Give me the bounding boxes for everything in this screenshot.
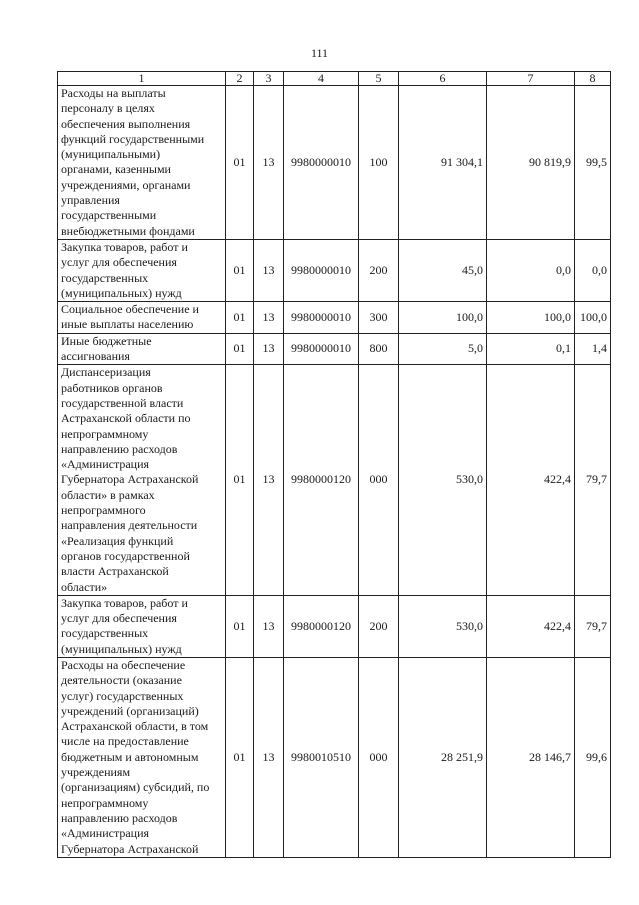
expense-type-code: 800 (359, 333, 399, 365)
planned-amount: 45,0 (399, 239, 487, 301)
planned-amount: 530,0 (399, 365, 487, 595)
planned-amount: 91 304,1 (399, 86, 487, 240)
execution-percent: 100,0 (575, 302, 611, 334)
section-code: 01 (226, 595, 254, 657)
row-description: Закупка товаров, работ и услуг для обеспечения государственных (муниципальных) нужд (58, 595, 226, 657)
header-cell-8: 8 (575, 72, 611, 86)
header-cell-5: 5 (359, 72, 399, 86)
table-row (58, 302, 611, 334)
actual-amount: 422,4 (487, 595, 575, 657)
target-article-code: 9980000120 (284, 595, 359, 657)
table-row (58, 86, 611, 240)
expense-type-code: 300 (359, 302, 399, 334)
execution-percent: 0,0 (575, 239, 611, 301)
subsection-code: 13 (254, 595, 284, 657)
header-row (58, 72, 611, 86)
row-description: Расходы на выплаты персоналу в целях обеспечения выполнения функций государственными (муниципальными) органами, казенными учреждениями, органами управления государственными внебюджетными фондами (58, 86, 226, 240)
header-cell-3: 3 (254, 72, 284, 86)
expense-type-code: 000 (359, 365, 399, 595)
actual-amount: 90 819,9 (487, 86, 575, 240)
header-cell-6: 6 (399, 72, 487, 86)
execution-percent: 1,4 (575, 333, 611, 365)
target-article-code: 9980010510 (284, 657, 359, 857)
row-description: Расходы на обеспечение деятельности (оказание услуг) государственных учреждений (организаций) Астраханской области, в том числе на предоставление бюджетным и автономным учреждениям (организациям) субсидий, по непрограммному направлению расходов «Администрация Губернатора Астраханской (58, 657, 226, 857)
header-cell-7: 7 (487, 72, 575, 86)
expense-type-code: 200 (359, 595, 399, 657)
planned-amount: 530,0 (399, 595, 487, 657)
page-number: 111 (310, 46, 329, 60)
section-code: 01 (226, 365, 254, 595)
table-row (58, 595, 611, 657)
header-cell-2: 2 (226, 72, 254, 86)
subsection-code: 13 (254, 239, 284, 301)
planned-amount: 28 251,9 (399, 657, 487, 857)
subsection-code: 13 (254, 333, 284, 365)
budget-table (57, 71, 611, 858)
target-article-code: 9980000120 (284, 365, 359, 595)
subsection-code: 13 (254, 657, 284, 857)
row-description: Социальное обеспечение и иные выплаты населению (58, 302, 226, 334)
expense-type-code: 200 (359, 239, 399, 301)
row-description: Диспансеризация работников органов государственной власти Астраханской области по непрограммному направлению расходов «Администрация Губернатора Астраханской области» в рамках непрограммного направления деятельности «Реализация функций органов государственной власти Астраханской области» (58, 365, 226, 595)
actual-amount: 28 146,7 (487, 657, 575, 857)
subsection-code: 13 (254, 86, 284, 240)
target-article-code: 9980000010 (284, 302, 359, 334)
row-description: Закупка товаров, работ и услуг для обеспечения государственных (муниципальных) нужд (58, 239, 226, 301)
header-cell-4: 4 (284, 72, 359, 86)
actual-amount: 0,0 (487, 239, 575, 301)
target-article-code: 9980000010 (284, 86, 359, 240)
section-code: 01 (226, 657, 254, 857)
target-article-code: 9980000010 (284, 239, 359, 301)
execution-percent: 79,7 (575, 595, 611, 657)
section-code: 01 (226, 333, 254, 365)
actual-amount: 100,0 (487, 302, 575, 334)
planned-amount: 5,0 (399, 333, 487, 365)
section-code: 01 (226, 239, 254, 301)
actual-amount: 0,1 (487, 333, 575, 365)
table-row (58, 239, 611, 301)
planned-amount: 100,0 (399, 302, 487, 334)
execution-percent: 99,5 (575, 86, 611, 240)
table-row (58, 657, 611, 857)
subsection-code: 13 (254, 302, 284, 334)
section-code: 01 (226, 302, 254, 334)
table-row (58, 333, 611, 365)
header-cell-1: 1 (58, 72, 226, 86)
section-code: 01 (226, 86, 254, 240)
subsection-code: 13 (254, 365, 284, 595)
table-row (58, 365, 611, 595)
expense-type-code: 100 (359, 86, 399, 240)
execution-percent: 79,7 (575, 365, 611, 595)
execution-percent: 99,6 (575, 657, 611, 857)
target-article-code: 9980000010 (284, 333, 359, 365)
row-description: Иные бюджетные ассигнования (58, 333, 226, 365)
expense-type-code: 000 (359, 657, 399, 857)
actual-amount: 422,4 (487, 365, 575, 595)
